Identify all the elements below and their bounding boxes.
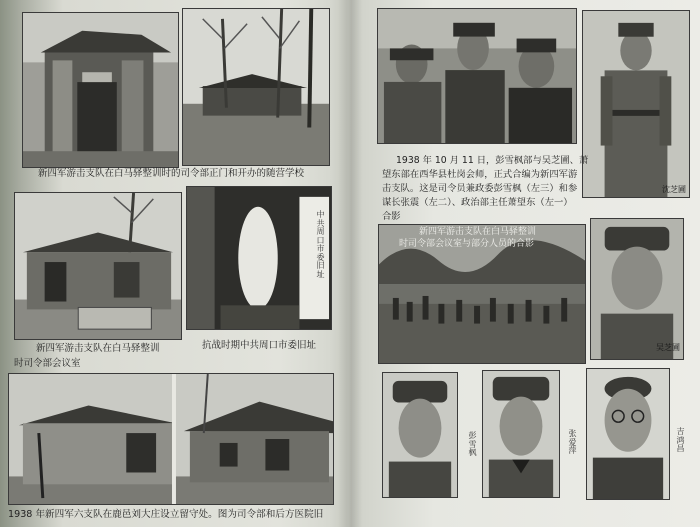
caption-group-line-5: 合影: [382, 211, 401, 222]
name-wu-corner: 沈芝圃: [662, 185, 686, 194]
right-page: [350, 0, 700, 527]
photo-ji-hongchang: [586, 368, 670, 500]
photo-training-school: [182, 8, 330, 166]
overlay-text-line-2: 时司令部会议室与部分人员的合影: [399, 239, 535, 249]
name-zhang-aiping: 张爱萍: [568, 429, 577, 455]
caption-rear-office: 1938 年新四军六支队在鹿邑刘大庄设立留守处。图为司令部和后方医院旧: [8, 509, 324, 520]
photo-troop-assembly: [378, 224, 586, 364]
photo-zhang-aiping: [482, 370, 560, 498]
photo-three-commanders: [377, 8, 577, 144]
caption-gate-school: 新四军游击支队在白马驿整训时的司令部正门和开办的随营学校: [38, 168, 305, 179]
caption-group-line-3: 击支队。这是司令员兼政委彭雪枫（左三）和参: [382, 183, 578, 194]
photo-peng-xuefeng: [382, 372, 458, 498]
photo-wu-zhipu: [582, 10, 690, 198]
name-ji-hongchang: 吉鸿昌: [676, 427, 685, 453]
caption-meeting-room-line2: 时司令部会议室: [14, 358, 81, 369]
photo-wu-zhipu-portrait: [590, 218, 684, 360]
photo-headquarters-gate: [22, 12, 179, 168]
photo-city-committee-site: [186, 186, 332, 330]
name-wu-portrait: 吴芝圃: [656, 343, 680, 352]
caption-group-line-1: 1938 年 10 月 11 日，彭雪枫部与吴芝圃、萧: [396, 155, 589, 166]
committee-sign-text: 中共周口市委旧址: [316, 210, 325, 279]
caption-group-line-2: 望东部在西华县杜岗会师，正式合编为新四军游: [382, 169, 578, 180]
caption-city-committee: 抗战时期中共周口市委旧址: [202, 340, 317, 351]
overlay-text-line-1: 新四军游击支队在白马驿整训: [419, 227, 537, 237]
caption-meeting-room-line1: 新四军游击支队在白马驿整训: [36, 343, 160, 354]
name-peng-xuefeng: 彭雪枫: [468, 431, 477, 457]
photo-rear-office: [8, 373, 334, 505]
caption-group-line-4: 谋长张震（左二）、政治部主任萧望东（左一）: [382, 197, 573, 208]
photo-meeting-room: [14, 192, 182, 340]
